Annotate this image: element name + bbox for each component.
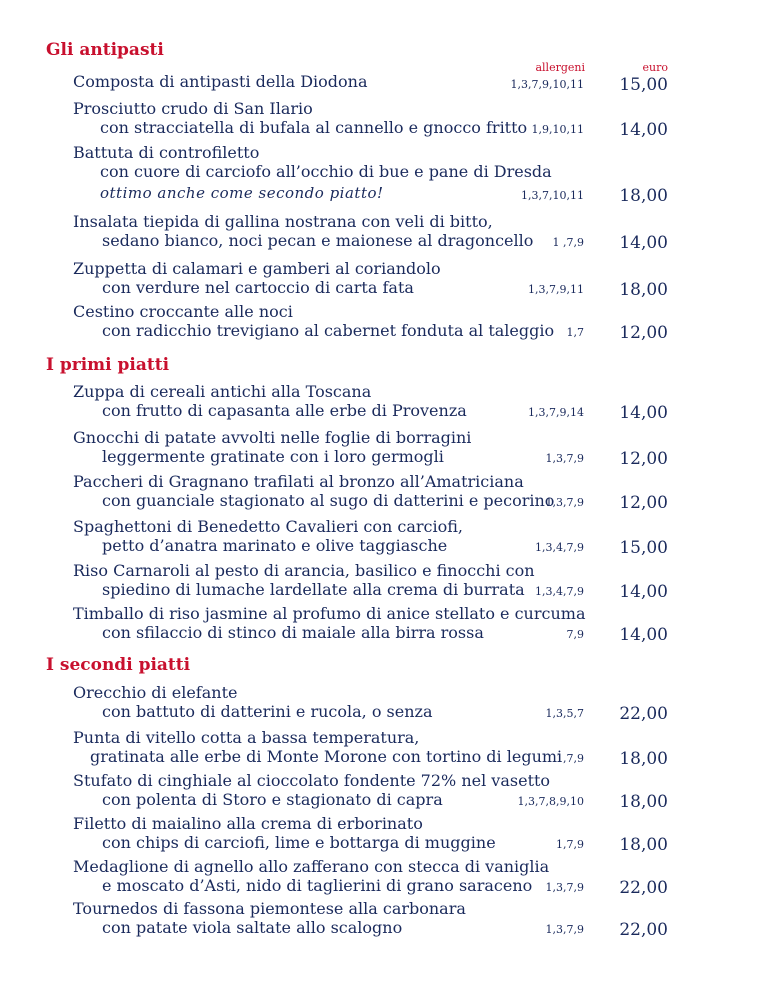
dish-allergens: 1,3,5,7	[545, 707, 584, 720]
dish-price: 14,00	[619, 233, 668, 253]
dish-price: 22,00	[619, 920, 668, 940]
dish-description: con sfilaccio di stinco di maiale alla birra rossa	[102, 623, 484, 642]
dish-price: 18,00	[619, 792, 668, 812]
dish-name: Medaglione di agnello allo zafferano con stecca di vaniglia	[73, 857, 550, 876]
dish-name: Orecchio di elefante	[73, 683, 238, 702]
dish-name: Insalata tiepida di gallina nostrana con veli di bitto,	[73, 212, 493, 231]
dish-allergens: 1,3,4,7,9	[535, 585, 584, 598]
dish-name: Zuppa di cereali antichi alla Toscana	[73, 382, 372, 401]
allergens-column-header: allergeni	[535, 61, 585, 74]
dish-price: 12,00	[619, 449, 668, 469]
dish-price: 14,00	[619, 582, 668, 602]
dish-price: 15,00	[619, 538, 668, 558]
dish-name: Punta di vitello cotta a bassa temperatura,	[73, 728, 420, 747]
dish-price: 12,00	[619, 493, 668, 513]
section-title-antipasti: Gli antipasti	[46, 40, 164, 60]
dish-description: con polenta di Storo e stagionato di capra	[102, 790, 443, 809]
dish-name: Stufato di cinghiale al cioccolato fondente 72% nel vasetto	[73, 771, 551, 790]
dish-description: con chips di carciofi, lime e bottarga di muggine	[102, 833, 496, 852]
dish-allergens: 1,3,7,9	[545, 496, 584, 509]
dish-price: 18,00	[619, 749, 668, 769]
dish-price: 18,00	[619, 186, 668, 206]
dish-description: gratinata alle erbe di Monte Morone con tortino di legumi	[90, 747, 563, 766]
dish-name: Riso Carnaroli al pesto di arancia, basilico e finocchi con	[73, 561, 535, 580]
dish-name: Gnocchi di patate avvolti nelle foglie di borragini	[73, 428, 472, 447]
dish-description: e moscato d’Asti, nido di taglierini di grano saraceno	[102, 876, 533, 895]
dish-name: Battuta di controfiletto	[73, 143, 260, 162]
dish-price: 15,00	[619, 75, 668, 95]
dish-allergens: 1,3,7,9,11	[528, 283, 584, 296]
dish-allergens: 1,3,7,8,9,10	[517, 795, 584, 808]
dish-allergens: 1 ,7,9	[552, 236, 584, 249]
dish-description: con verdure nel cartoccio di carta fata	[102, 278, 414, 297]
section-title-secondi: I secondi piatti	[46, 655, 191, 675]
dish-allergens: 1,3,7,9	[545, 452, 584, 465]
dish-allergens: 7,9	[566, 628, 584, 641]
dish-allergens: 1,3,7,10,11	[521, 189, 584, 202]
dish-price: 18,00	[619, 280, 668, 300]
dish-name: Zuppetta di calamari e gamberi al coriandolo	[73, 259, 441, 278]
dish-description: con stracciatella di bufala al cannello e gnocco fritto	[100, 118, 528, 137]
dish-allergens: 1,9,10,11	[531, 123, 584, 136]
dish-allergens: 1,3,7,9	[545, 923, 584, 936]
dish-name: Tournedos di fassona piemontese alla carbonara	[73, 899, 466, 918]
dish-price: 12,00	[619, 323, 668, 343]
section-title-primi: I primi piatti	[46, 355, 170, 375]
dish-allergens: 1,7,9	[556, 838, 584, 851]
dish-allergens: 1,3,7,9,10,11	[510, 78, 584, 91]
dish-price: 22,00	[619, 704, 668, 724]
dish-price: 22,00	[619, 878, 668, 898]
dish-description: con battuto di datterini e rucola, o senza	[102, 702, 433, 721]
dish-name: Prosciutto crudo di San Ilario	[73, 99, 313, 118]
dish-description: con frutto di capasanta alle erbe di Provenza	[102, 401, 467, 420]
dish-description: con radicchio trevigiano al cabernet fonduta al taleggio	[102, 321, 555, 340]
dish-description: sedano bianco, noci pecan e maionese al dragoncello	[102, 231, 534, 250]
dish-name: Paccheri di Gragnano trafilati al bronzo all’Amatriciana	[73, 472, 524, 491]
dish-description: con guanciale stagionato al sugo di datterini e pecorino	[102, 491, 555, 510]
dish-description: con cuore di carciofo all’occhio di bue e pane di Dresda	[100, 162, 552, 181]
dish-allergens: 1,3,7,9,14	[528, 406, 584, 419]
dish-description: petto d’anatra marinato e olive taggiasche	[102, 536, 448, 555]
dish-allergens: 1,7	[566, 326, 584, 339]
dish-description: con patate viola saltate allo scalogno	[102, 918, 403, 937]
dish-name: Filetto di maialino alla crema di erborinato	[73, 814, 423, 833]
dish-price: 18,00	[619, 835, 668, 855]
dish-price: 14,00	[619, 120, 668, 140]
dish-description: leggermente gratinate con i loro germogli	[102, 447, 444, 466]
dish-price: 14,00	[619, 625, 668, 645]
currency-column-header: euro	[642, 61, 668, 74]
dish-name: Cestino croccante alle noci	[73, 302, 293, 321]
dish-allergens: 1,3,4,7,9	[535, 541, 584, 554]
dish-allergens: 1,3,7,9	[545, 881, 584, 894]
dish-note: ottimo anche come secondo piatto!	[100, 184, 384, 202]
dish-name: Composta di antipasti della Diodona	[73, 72, 368, 91]
dish-name: Spaghettoni di Benedetto Cavalieri con carciofi,	[73, 517, 464, 536]
dish-price: 14,00	[619, 403, 668, 423]
dish-name: Timballo di riso jasmine al profumo di anice stellato e curcuma	[73, 604, 586, 623]
dish-allergens: 1,7,9	[556, 752, 584, 765]
dish-description: spiedino di lumache lardellate alla crema di burrata	[102, 580, 525, 599]
